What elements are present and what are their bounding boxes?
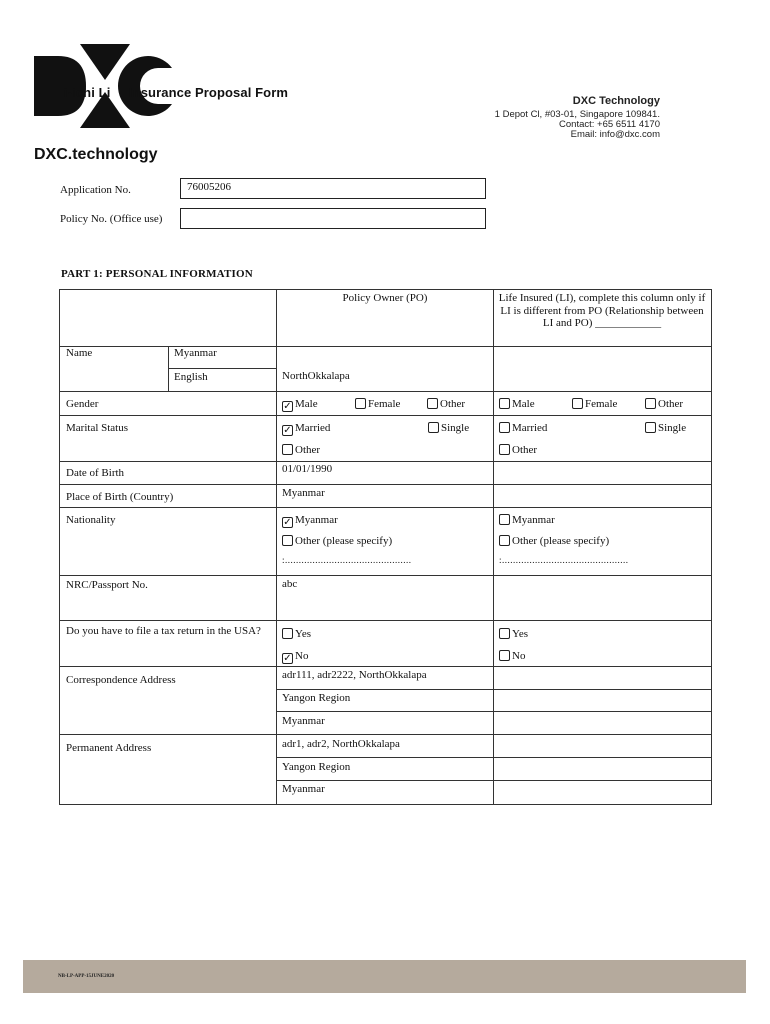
po-correspondence-line-1[interactable]: adr111, adr2222, NorthOkkalapa — [282, 669, 427, 681]
li-marital-married-checkbox[interactable]: Married — [499, 422, 547, 434]
li-gender-female-checkbox[interactable]: Female — [572, 398, 617, 410]
checkbox-checked-icon: ✓ — [283, 401, 292, 412]
gender-label: Gender — [66, 398, 99, 410]
checkbox-checked-icon: ✓ — [283, 653, 292, 664]
checkbox-icon — [499, 422, 510, 433]
name-label: Name — [66, 347, 93, 359]
po-tax-no-checkbox[interactable]: ✓ No — [283, 650, 309, 664]
checkbox-checked-icon: ✓ — [283, 517, 292, 528]
marital-status-label: Marital Status — [66, 422, 129, 434]
column-header-life-insured: Life Insured (LI), complete this column only if LI is different from PO (Relationship between LI and PO) ____________ — [498, 292, 706, 329]
checkbox-icon — [499, 535, 510, 546]
name-english-label: English — [174, 371, 208, 383]
po-gender-other-checkbox[interactable]: Other — [427, 398, 465, 410]
po-nationality-other-checkbox[interactable]: Other (please specify) — [282, 535, 392, 547]
checkbox-icon — [645, 398, 656, 409]
po-tax-yes-checkbox[interactable]: Yes — [282, 628, 311, 640]
policy-no-label: Policy No. (Office use) — [60, 213, 163, 225]
checkbox-icon — [427, 398, 438, 409]
po-gender-male-checkbox[interactable]: ✓ Male — [283, 398, 318, 412]
po-date-of-birth-value[interactable]: 01/01/1990 — [282, 463, 333, 475]
po-nationality-other-field[interactable]: :.............................................. — [282, 555, 412, 565]
date-of-birth-label: Date of Birth — [66, 467, 125, 479]
li-tax-no-checkbox[interactable]: No — [499, 650, 525, 662]
po-correspondence-line-3[interactable]: Myanmar — [282, 715, 325, 727]
li-tax-yes-checkbox[interactable]: Yes — [499, 628, 528, 640]
tax-return-usa-label: Do you have to file a tax return in the USA? — [66, 625, 261, 637]
permanent-address-label: Permanent Address — [66, 742, 152, 754]
checkbox-icon — [282, 535, 293, 546]
li-gender-other-checkbox[interactable]: Other — [645, 398, 683, 410]
address-company-name: DXC Technology — [572, 95, 660, 107]
checkbox-icon — [282, 444, 293, 455]
checkbox-icon — [499, 650, 510, 661]
li-nationality-other-checkbox[interactable]: Other (please specify) — [499, 535, 609, 547]
li-marital-other-checkbox[interactable]: Other — [499, 444, 537, 456]
checkbox-icon — [499, 398, 510, 409]
checkbox-icon — [572, 398, 583, 409]
po-place-of-birth-value[interactable]: Myanmar — [282, 487, 325, 499]
po-correspondence-line-2[interactable]: Yangon Region — [282, 692, 351, 704]
form-title: i-ichi Li Insurance Proposal Form — [64, 85, 289, 100]
checkbox-icon — [355, 398, 366, 409]
checkbox-icon — [428, 422, 439, 433]
checkbox-checked-icon: ✓ — [283, 425, 292, 436]
checkbox-icon — [645, 422, 656, 433]
checkbox-icon — [282, 628, 293, 639]
li-gender-male-checkbox[interactable]: Male — [499, 398, 535, 410]
po-marital-other-checkbox[interactable]: Other — [282, 444, 320, 456]
company-wordmark: DXC.technology — [34, 146, 158, 163]
po-marital-single-checkbox[interactable]: Single — [428, 422, 469, 434]
po-permanent-line-1[interactable]: adr1, adr2, NorthOkkalapa — [282, 738, 400, 750]
correspondence-address-label: Correspondence Address — [66, 674, 176, 686]
po-marital-married-checkbox[interactable]: ✓ Married — [283, 422, 331, 436]
po-nrc-passport-value[interactable]: abc — [282, 578, 298, 590]
checkbox-icon — [499, 444, 510, 455]
checkbox-icon — [499, 628, 510, 639]
po-permanent-line-2[interactable]: Yangon Region — [282, 761, 351, 773]
section-title: PART 1: PERSONAL INFORMATION — [61, 268, 253, 280]
address-line-2: Contact: +65 6511 4170 — [559, 119, 660, 130]
application-no-field[interactable]: 76005206 — [180, 178, 486, 199]
po-nationality-myanmar-checkbox[interactable]: ✓ Myanmar — [283, 514, 338, 528]
li-nationality-myanmar-checkbox[interactable]: Myanmar — [499, 514, 555, 526]
policy-no-field[interactable] — [180, 208, 486, 229]
application-no-label: Application No. — [60, 184, 131, 196]
place-of-birth-label: Place of Birth (Country) — [66, 491, 174, 503]
nrc-passport-label: NRC/Passport No. — [66, 579, 148, 591]
footer-form-code: NB-LP-APP-15JUNE2020 — [58, 974, 115, 979]
po-permanent-line-3[interactable]: Myanmar — [282, 783, 325, 795]
po-gender-female-checkbox[interactable]: Female — [355, 398, 400, 410]
li-nationality-other-field[interactable]: :.............................................. — [499, 555, 629, 565]
footer-bar — [23, 960, 746, 993]
address-line-1: 1 Depot Cl, #03-01, Singapore 109841. — [494, 109, 660, 120]
li-marital-single-checkbox[interactable]: Single — [645, 422, 686, 434]
nationality-label: Nationality — [66, 514, 116, 526]
address-line-3: Email: info@dxc.com — [570, 129, 660, 140]
name-myanmar-label: Myanmar — [174, 347, 217, 359]
checkbox-icon — [499, 514, 510, 525]
company-address — [495, 96, 660, 140]
po-name-english-value[interactable]: NorthOkkalapa — [282, 370, 350, 382]
column-header-policy-owner: Policy Owner (PO) — [342, 292, 428, 304]
